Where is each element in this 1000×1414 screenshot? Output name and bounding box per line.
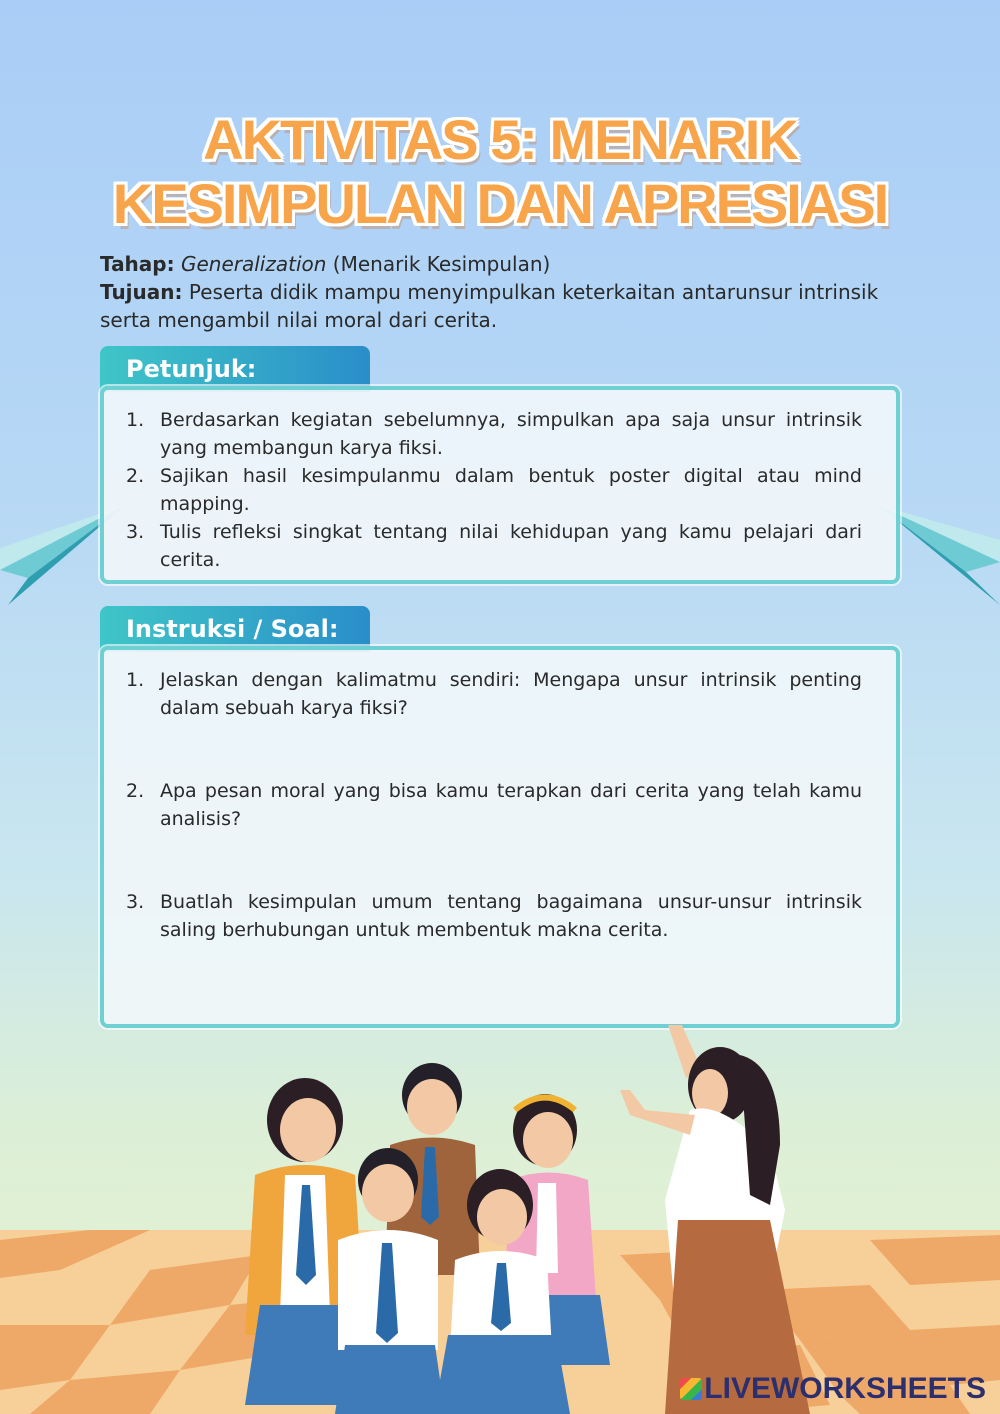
question-item-2	[104, 777, 896, 833]
teacher-figure	[620, 1025, 810, 1414]
question-item-1-number: 1.	[126, 669, 145, 691]
liveworksheets-logo-text: LIVEWORKSHEETS	[704, 1372, 986, 1405]
question-item-3	[104, 888, 896, 944]
instructions-heading-tab: Petunjuk:	[100, 346, 370, 392]
question-item-3-number: 3.	[126, 891, 145, 913]
question-item-2-text: Apa pesan moral yang bisa kamu terapkan dari cerita yang telah kamu analisis?	[160, 780, 862, 830]
instruction-item-1-number: 1.	[126, 409, 145, 431]
stage-label: Tahap:	[100, 252, 175, 276]
liveworksheets-logo	[680, 1372, 986, 1406]
stage-line	[100, 250, 900, 278]
questions-list	[104, 666, 896, 944]
activity-meta	[100, 250, 900, 334]
instructions-list	[104, 406, 896, 574]
instruction-item-3-text: Tulis refleksi singkat tentang nilai kehidupan yang kamu pelajari dari cerita.	[160, 521, 862, 571]
goal-line	[100, 278, 900, 334]
page-title-line-1: AKTIVITAS 5: MENARIK	[203, 108, 797, 171]
instruction-item-3	[104, 518, 896, 574]
goal-label: Tujuan:	[100, 280, 183, 304]
page-title	[0, 108, 1000, 236]
questions-heading-tab: Instruksi / Soal:	[100, 606, 370, 652]
instruction-item-1-text: Berdasarkan kegiatan sebelumnya, simpulkan apa saja unsur intrinsik yang membangun karya fiksi.	[160, 409, 862, 459]
students-teacher-illustration	[220, 1015, 810, 1414]
instruction-item-2-number: 2.	[126, 465, 145, 487]
instructions-box	[100, 386, 900, 584]
instruction-item-3-number: 3.	[126, 521, 145, 543]
question-item-1-text: Jelaskan dengan kalimatmu sendiri: Mengapa unsur intrinsik penting dalam sebuah karya fiksi?	[160, 669, 862, 719]
instruction-item-2	[104, 462, 896, 518]
question-item-1	[104, 666, 896, 722]
question-item-3-text: Buatlah kesimpulan umum tentang bagaimana unsur-unsur intrinsik saling berhubungan untuk membentuk makna cerita.	[160, 891, 862, 941]
goal-value: Peserta didik mampu menyimpulkan keterkaitan antarunsur intrinsik serta mengambil nilai moral dari cerita.	[100, 280, 879, 332]
questions-box	[100, 646, 900, 1028]
instruction-item-1	[104, 406, 896, 462]
stage-value-italic: Generalization	[180, 252, 327, 276]
stage-value-rest: (Menarik Kesimpulan)	[326, 252, 551, 276]
liveworksheets-mark-icon	[680, 1378, 702, 1400]
question-item-2-number: 2.	[126, 780, 145, 802]
page-title-line-2: KESIMPULAN DAN APRESIASI	[112, 172, 888, 235]
instruction-item-2-text: Sajikan hasil kesimpulanmu dalam bentuk poster digital atau mind mapping.	[160, 465, 862, 515]
